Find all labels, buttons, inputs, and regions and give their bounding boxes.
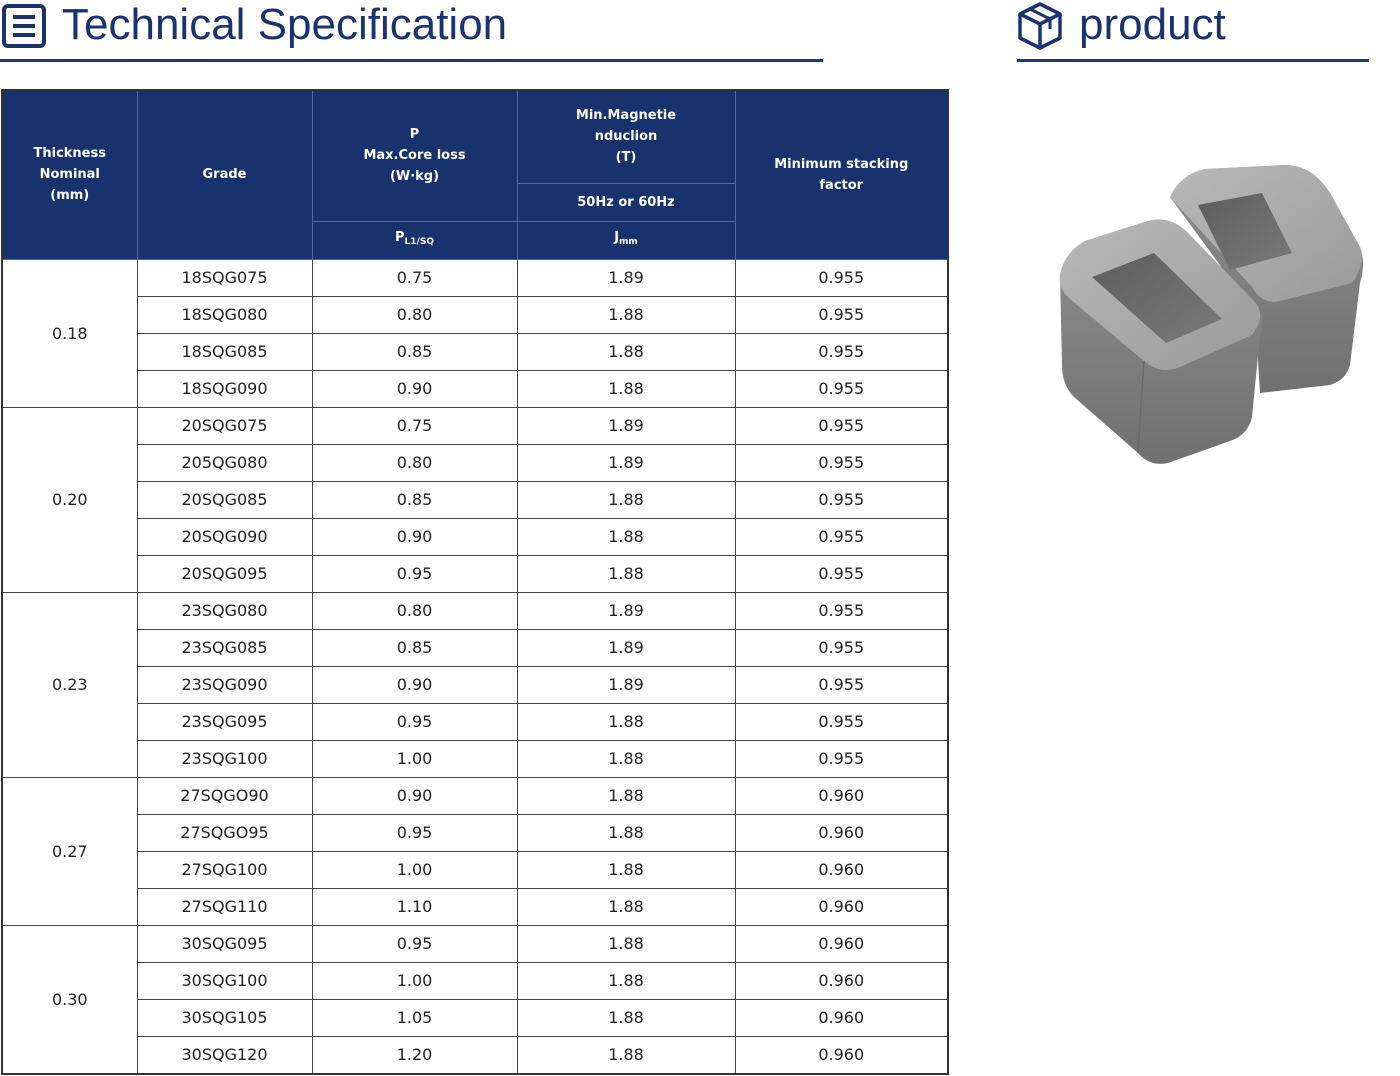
spec-table (1, 89, 949, 1075)
grade-cell: 30SQG120 (137, 1036, 312, 1074)
thickness-cell: 0.30 (2, 925, 137, 1074)
induction-cell: 1.88 (517, 1036, 735, 1074)
table-row (2, 259, 948, 296)
grade-cell: 30SQG095 (137, 925, 312, 962)
core-loss-cell: 1.00 (312, 740, 517, 777)
header-p-symbol: $P_{L1/SQ}$ (312, 221, 517, 259)
table-row (2, 555, 948, 592)
thickness-cell: 0.18 (2, 259, 137, 407)
core-loss-cell: 0.85 (312, 481, 517, 518)
spec-table-body (2, 259, 948, 1074)
grade-cell: 18SQG085 (137, 333, 312, 370)
induction-cell: 1.89 (517, 592, 735, 629)
stacking-cell: 0.955 (735, 629, 948, 666)
grade-cell: 23SQG090 (137, 666, 312, 703)
core-loss-cell: 0.95 (312, 555, 517, 592)
core-loss-cell: 0.75 (312, 407, 517, 444)
table-row (2, 777, 948, 814)
table-row (2, 629, 948, 666)
stacking-cell: 0.960 (735, 925, 948, 962)
product-image (1030, 135, 1375, 470)
stacking-cell: 0.960 (735, 888, 948, 925)
table-row (2, 518, 948, 555)
stacking-cell: 0.955 (735, 555, 948, 592)
grade-cell: 23SQG095 (137, 703, 312, 740)
table-row (2, 333, 948, 370)
table-row (2, 703, 948, 740)
induction-cell: 1.89 (517, 259, 735, 296)
core-loss-cell: 1.10 (312, 888, 517, 925)
induction-cell: 1.88 (517, 518, 735, 555)
table-row (2, 296, 948, 333)
header-thickness: Thickness Nominal (mm) (2, 90, 137, 259)
product-title: product (1079, 0, 1226, 49)
stacking-cell: 0.955 (735, 481, 948, 518)
grade-cell: 20SQG095 (137, 555, 312, 592)
core-loss-cell: 0.80 (312, 592, 517, 629)
induction-cell: 1.88 (517, 481, 735, 518)
stacking-cell: 0.955 (735, 518, 948, 555)
cube-box-icon (1017, 1, 1063, 55)
table-row (2, 1036, 948, 1074)
header-frequency: 50Hz or 60Hz (517, 183, 735, 221)
header-stacking: Minimum stacking factor (735, 90, 948, 259)
table-row (2, 592, 948, 629)
core-loss-cell: 0.90 (312, 777, 517, 814)
table-row (2, 740, 948, 777)
induction-cell: 1.88 (517, 777, 735, 814)
table-row (2, 851, 948, 888)
stacking-cell: 0.955 (735, 296, 948, 333)
stacking-cell: 0.960 (735, 962, 948, 999)
induction-cell: 1.89 (517, 629, 735, 666)
spec-section-header (0, 0, 823, 62)
thickness-cell: 0.20 (2, 407, 137, 592)
induction-cell: 1.88 (517, 999, 735, 1036)
core-loss-cell: 0.90 (312, 370, 517, 407)
grade-cell: 20SQG085 (137, 481, 312, 518)
grade-cell: 30SQG105 (137, 999, 312, 1036)
stacking-cell: 0.955 (735, 703, 948, 740)
spec-title: Technical Specification (62, 0, 508, 49)
core-loss-cell: 0.90 (312, 666, 517, 703)
induction-cell: 1.88 (517, 814, 735, 851)
induction-cell: 1.88 (517, 703, 735, 740)
grade-cell: 20SQG090 (137, 518, 312, 555)
grade-cell: 18SQG075 (137, 259, 312, 296)
header-grade: Grade (137, 90, 312, 259)
induction-cell: 1.89 (517, 407, 735, 444)
table-row (2, 962, 948, 999)
induction-cell: 1.89 (517, 666, 735, 703)
stacking-cell: 0.960 (735, 814, 948, 851)
induction-cell: 1.89 (517, 444, 735, 481)
table-row (2, 444, 948, 481)
header-j-symbol: $J_{mm}$ (517, 221, 735, 259)
core-loss-cell: 0.75 (312, 259, 517, 296)
core-loss-cell: 0.85 (312, 333, 517, 370)
core-loss-cell: 0.80 (312, 444, 517, 481)
thickness-cell: 0.23 (2, 592, 137, 777)
table-row (2, 666, 948, 703)
document-list-icon (2, 4, 46, 52)
table-row (2, 370, 948, 407)
stacking-cell: 0.960 (735, 999, 948, 1036)
induction-cell: 1.88 (517, 370, 735, 407)
table-row (2, 925, 948, 962)
core-loss-cell: 0.85 (312, 629, 517, 666)
stacking-cell: 0.955 (735, 333, 948, 370)
grade-cell: 27SQGO90 (137, 777, 312, 814)
table-row (2, 407, 948, 444)
induction-cell: 1.88 (517, 333, 735, 370)
stacking-cell: 0.955 (735, 666, 948, 703)
table-row (2, 814, 948, 851)
grade-cell: 20SQG075 (137, 407, 312, 444)
induction-cell: 1.88 (517, 925, 735, 962)
core-loss-cell: 1.00 (312, 962, 517, 999)
core-loss-cell: 0.95 (312, 703, 517, 740)
stacking-cell: 0.955 (735, 592, 948, 629)
thickness-cell: 0.27 (2, 777, 137, 925)
table-row (2, 999, 948, 1036)
grade-cell: 23SQG080 (137, 592, 312, 629)
stacking-cell: 0.955 (735, 259, 948, 296)
grade-cell: 30SQG100 (137, 962, 312, 999)
product-section-header (1017, 0, 1369, 62)
stacking-cell: 0.960 (735, 777, 948, 814)
stacking-cell: 0.955 (735, 370, 948, 407)
table-row (2, 481, 948, 518)
grade-cell: 205QG080 (137, 444, 312, 481)
grade-cell: 23SQG085 (137, 629, 312, 666)
stacking-cell: 0.960 (735, 1036, 948, 1074)
stacking-cell: 0.955 (735, 444, 948, 481)
spec-table-head (2, 90, 948, 259)
induction-cell: 1.88 (517, 888, 735, 925)
stacking-cell: 0.960 (735, 851, 948, 888)
grade-cell: 18SQG080 (137, 296, 312, 333)
grade-cell: 27SQG110 (137, 888, 312, 925)
stacking-cell: 0.955 (735, 740, 948, 777)
core-loss-cell: 0.90 (312, 518, 517, 555)
induction-cell: 1.88 (517, 740, 735, 777)
table-row (2, 888, 948, 925)
core-loss-cell: 0.95 (312, 925, 517, 962)
core-loss-cell: 0.80 (312, 296, 517, 333)
grade-cell: 23SQG100 (137, 740, 312, 777)
stacking-cell: 0.955 (735, 407, 948, 444)
grade-cell: 27SQGO95 (137, 814, 312, 851)
grade-cell: 18SQG090 (137, 370, 312, 407)
grade-cell: 27SQG100 (137, 851, 312, 888)
header-core-loss: P Max.Core loss (W·kg) (312, 90, 517, 221)
core-loss-cell: 1.05 (312, 999, 517, 1036)
core-loss-cell: 1.20 (312, 1036, 517, 1074)
induction-cell: 1.88 (517, 962, 735, 999)
core-loss-cell: 0.95 (312, 814, 517, 851)
induction-cell: 1.88 (517, 296, 735, 333)
core-loss-cell: 1.00 (312, 851, 517, 888)
header-induction: Min.Magnetie nduclion (T) (517, 90, 735, 183)
induction-cell: 1.88 (517, 555, 735, 592)
induction-cell: 1.88 (517, 851, 735, 888)
